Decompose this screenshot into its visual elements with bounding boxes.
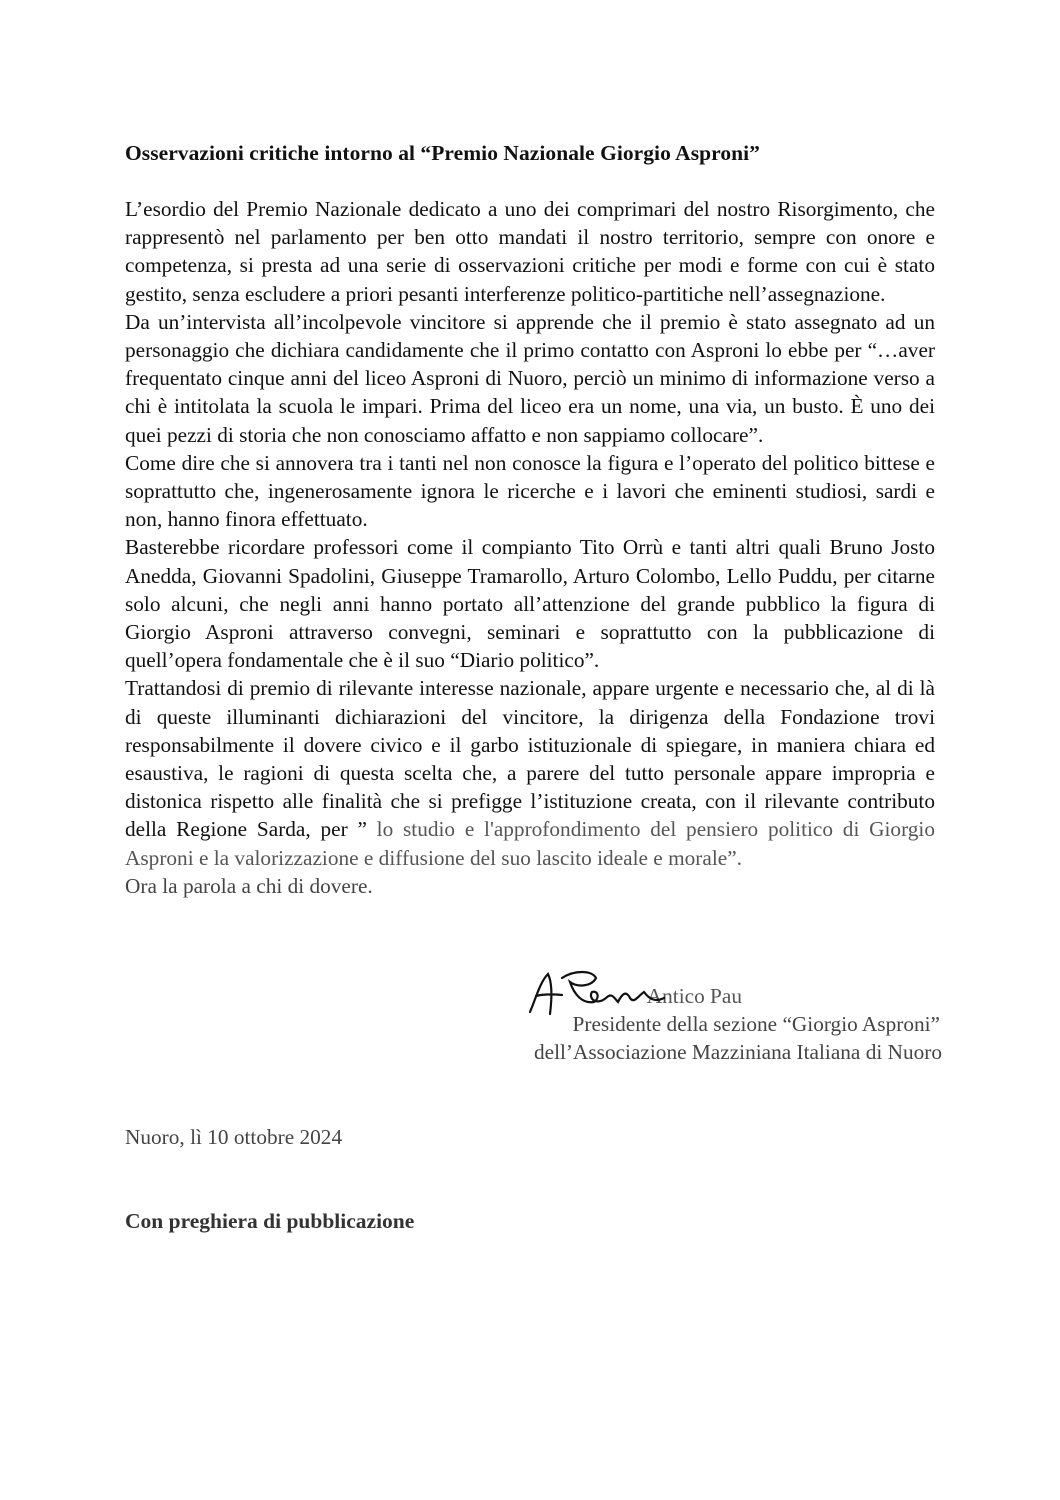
closing-line: Ora la parola a chi di dovere. (125, 873, 373, 898)
paragraph: Come dire che si annovera tra i tanti nel non conosce la figura e l’operato del politico bittese e soprattutto che, ingenerosamente ignora le ricerche e i lavori che eminenti studiosi, sardi e non, hanno finora effettuato. (125, 450, 935, 532)
document-text (125, 195, 935, 900)
paragraph-final (125, 674, 935, 871)
signatory-name: Antico Pau (646, 984, 742, 1008)
signature-block (422, 968, 942, 1068)
paragraph-final-text: Trattandosi di premio di rilevante interesse nazionale, appare urgente e necessario che, al di là di queste illuminanti dichiarazioni del vincitore, la dirigenza della Fondazione trovi responsabilmente il dovere civico e il garbo istituzionale di spiegare, in maniera chiara ed esaustiva, le ragioni di questa scelta che, a parere del tutto personale appare impropria e distonica rispetto alle finalità che si prefigge l’istituzione creata, con il rilevante contributo della Regione Sarda, per ” (125, 676, 935, 842)
publication-request: Con preghiera di pubblicazione (125, 1209, 415, 1233)
signatory-role: Presidente della sezione “Giorgio Asproni” (572, 1012, 940, 1036)
paragraph: Da un’intervista all’incolpevole vincitore si apprende che il premio è stato assegnato ad un personaggio che dichiara candidamente che il primo contatto con Asproni lo ebbe per “…aver frequentato cinque anni del liceo Asproni di Nuoro, perciò un minimo di informazione verso a chi è intitolata la scuola le impari. Prima del liceo era un nome, una via, un busto. È uno dei quei pezzi di storia che non conosciamo affatto e non sappiamo collocare”. (125, 309, 935, 447)
document-body (125, 139, 935, 900)
paragraph: L’esordio del Premio Nazionale dedicato a uno dei comprimari del nostro Risorgimento, che rappresentò nel parlamento per ben otto mandati il nostro territorio, sempre con onore e competenza, si presta ad una serie di osservazioni critiche per modi e forme con cui è stato gestito, senza escludere a priori pesanti interferenze politico-partitiche nell’assegnazione. (125, 197, 935, 306)
paragraph: Basterebbe ricordare professori come il compianto Tito Orrù e tanti altri quali Bruno Josto Anedda, Giovanni Spadolini, Giuseppe Tramarollo, Arturo Colombo, Lello Puddu, per citarne solo alcuni, che negli anni hanno portato all’attenzione del grande pubblico la figura di Giorgio Asproni attraverso convegni, seminari e soprattutto con la pubblicazione di quell’opera fondamentale che è il suo “Diario politico”. (125, 535, 935, 673)
institution-purpose-quote: lo studio e l'approfondimento del pensiero politico di Giorgio Asproni e la valorizzazione e diffusione del suo lascito ideale e morale”. (125, 817, 935, 870)
place-and-date: Nuoro, lì 10 ottobre 2024 (125, 1125, 343, 1149)
document-title: Osservazioni critiche intorno al “Premio Nazionale Giorgio Asproni” (125, 141, 760, 165)
signatory-organization: dell’Associazione Mazziniana Italiana di Nuoro (533, 1040, 942, 1064)
